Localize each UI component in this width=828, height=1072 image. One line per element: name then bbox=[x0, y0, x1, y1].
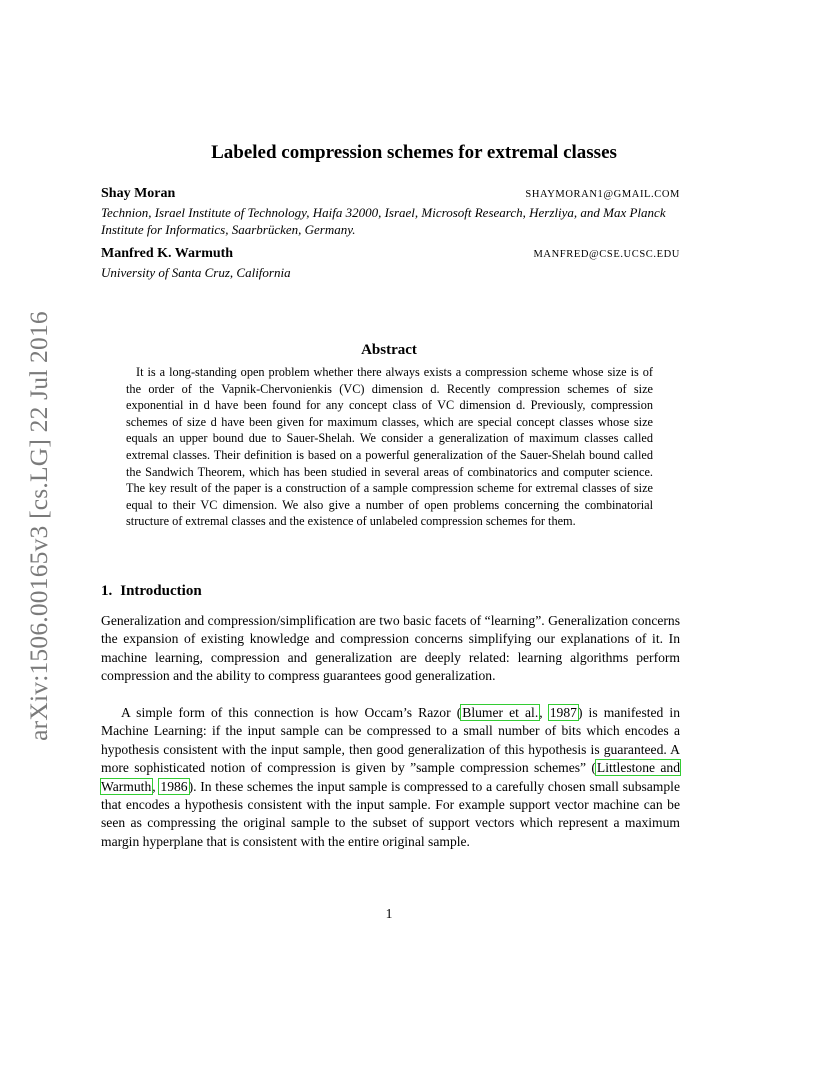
intro-paragraph-2-text-c: ). In these schemes the input sample is compressed to a carefully chosen small subsample that encodes a hypothesis consistent with the input sample. For example support vector machine can be seen as compressing the original sample to the subset of support vectors which represent a maximum margin hyperplane that is consistent with the entire original sample. bbox=[101, 778, 680, 849]
page-number: 1 bbox=[385, 906, 393, 921]
author-2-email: MANFRED@CSE.UCSC.EDU bbox=[533, 249, 680, 260]
citation-littlestone-year: 1986 bbox=[160, 778, 188, 794]
citation-blumer-link[interactable] bbox=[461, 705, 539, 720]
citation-littlestone-year-link[interactable] bbox=[159, 779, 188, 794]
intro-paragraph-2-text-b: ) is manifested in Machine Learning: if the input sample can be compressed to a small number of bits which encodes a hypothesis consistent with the input sample, then good generalization of this hypothesis is guaranteed. A more sophisticated notion of compression is given by ”sample compression schemes” ( bbox=[101, 705, 681, 776]
abstract-text: It is a long-standing open problem whether there always exists a compression scheme whose size is of the order of the Vapnik-Chervonienkis (VC) dimension d. Recently compression schemes of size exponential in d have been found for any concept class of VC dimension d. Previously, compression schemes of size d have been given for maximum classes, which are special concept classes whose size equals an upper bound due to Sauer-Shelah. We consider a generalization of maximum classes called extremal classes. Their definition is based on a powerful generalization of the Sauer-Shelah bound called the Sandwich Theorem, which has been studied in several areas of combinatorics and computer science. The key result of the paper is a construction of a sample compression scheme for extremal classes of size equal to their VC dimension. We also give a number of open problems concerning the combinatorial structure of extremal classes and the existence of unlabeled compression schemes for them. bbox=[126, 365, 653, 529]
author-1-email: SHAYMORAN1@GMAIL.COM bbox=[525, 189, 680, 200]
arxiv-identifier-margin bbox=[19, 296, 59, 756]
paper-title: Labeled compression schemes for extremal classes bbox=[211, 142, 617, 163]
citation-littlestone-separator: , bbox=[152, 778, 160, 794]
author-2-affiliation: University of Santa Cruz, California bbox=[101, 265, 291, 280]
section-number: 1. bbox=[101, 583, 113, 599]
citation-blumer-year-link[interactable] bbox=[549, 705, 578, 720]
abstract-heading: Abstract bbox=[361, 342, 417, 358]
arxiv-identifier: arXiv:1506.00165v3 [cs.LG] 22 Jul 2016 bbox=[24, 311, 54, 741]
author-2-name: Manfred K. Warmuth bbox=[101, 246, 234, 261]
intro-paragraph-2 bbox=[101, 704, 680, 851]
section-heading bbox=[101, 583, 202, 600]
author-2 bbox=[101, 246, 680, 262]
intro-paragraph-2-text-a: A simple form of this connection is how Occam’s Razor ( bbox=[121, 705, 462, 720]
citation-littlestone-authors: Littlestone and Warmuth bbox=[101, 760, 680, 794]
intro-paragraph-1: Generalization and compression/simplification are two basic facets of “learning”. Generalization concerns the expansion of existing knowledge and compression concerns simplifying our explanations of it. In machine learning, compression and generalization are deeply related: learning algorithms perform compression and the ability to compress guarantees good generalization. bbox=[101, 613, 680, 684]
author-1-affiliation: Technion, Israel Institute of Technology, Haifa 32000, Israel, Microsoft Research, Herzliya, and Max Planck Institute for Informatics, Saarbrücken, Germany. bbox=[101, 205, 666, 237]
citation-blumer-authors: Blumer et al. bbox=[462, 705, 539, 720]
citation-blumer-year: 1987 bbox=[549, 705, 577, 720]
author-1 bbox=[101, 186, 680, 202]
citation-blumer-separator: , bbox=[539, 705, 549, 720]
section-title: Introduction bbox=[120, 583, 202, 599]
author-1-name: Shay Moran bbox=[101, 186, 176, 201]
